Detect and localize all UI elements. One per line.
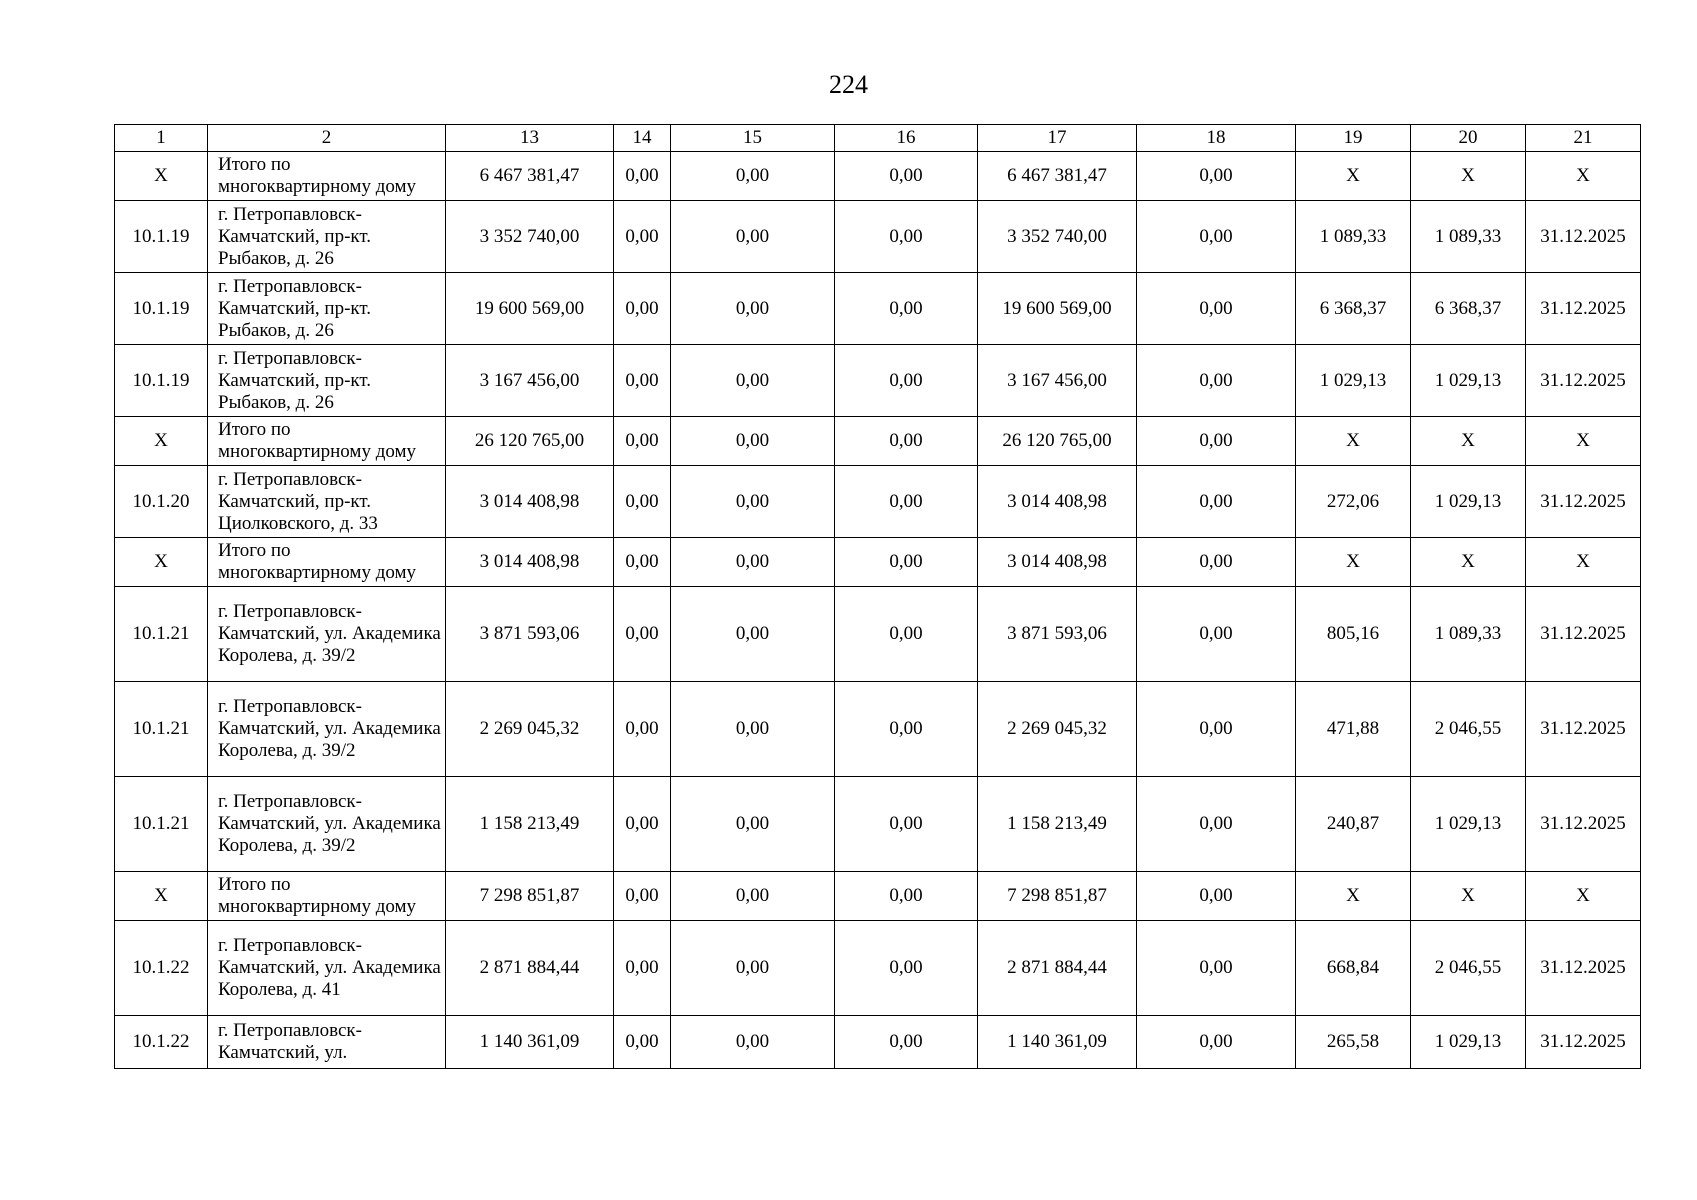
cell-row-number: X [115,152,208,201]
cell-col-18: 0,00 [1137,417,1296,466]
cell-date: 31.12.2025 [1526,345,1641,417]
cell-col-14: 0,00 [614,777,671,872]
cell-col-18: 0,00 [1137,152,1296,201]
cell-col-17: 3 167 456,00 [978,345,1137,417]
cell-col-13: 2 269 045,32 [446,682,614,777]
cell-col-16: 0,00 [835,201,978,273]
table-row [115,345,1641,417]
cell-col-18: 0,00 [1137,777,1296,872]
cell-col-16: 0,00 [835,538,978,587]
cell-col-18: 0,00 [1137,682,1296,777]
cell-col-14: 0,00 [614,201,671,273]
cell-row-number: X [115,872,208,921]
cell-col-20: X [1411,538,1526,587]
cell-col-15: 0,00 [671,466,835,538]
cell-col-14: 0,00 [614,921,671,1016]
cell-col-17: 6 467 381,47 [978,152,1137,201]
table-row [115,587,1641,682]
cell-col-14: 0,00 [614,587,671,682]
cell-date: 31.12.2025 [1526,1016,1641,1069]
table-row [115,538,1641,587]
cell-col-19: 6 368,37 [1296,273,1411,345]
cell-col-17: 3 871 593,06 [978,587,1137,682]
cell-col-20: 2 046,55 [1411,682,1526,777]
cell-date: 31.12.2025 [1526,466,1641,538]
cell-col-18: 0,00 [1137,538,1296,587]
table-row [115,777,1641,872]
header-cell: 1 [115,125,208,152]
cell-col-13: 3 352 740,00 [446,201,614,273]
table-row [115,273,1641,345]
cell-col-19: X [1296,152,1411,201]
cell-col-20: X [1411,872,1526,921]
cell-col-18: 0,00 [1137,345,1296,417]
cell-col-19: X [1296,538,1411,587]
table-body [115,125,1641,1069]
cell-col-20: 2 046,55 [1411,921,1526,1016]
cell-col-19: 265,58 [1296,1016,1411,1069]
cell-col-13: 7 298 851,87 [446,872,614,921]
cell-col-14: 0,00 [614,872,671,921]
cell-col-15: 0,00 [671,872,835,921]
header-cell: 21 [1526,125,1641,152]
cell-col-17: 1 158 213,49 [978,777,1137,872]
cell-address: г. Петропавловск-Камчатский, ул. [208,1016,446,1069]
header-cell: 15 [671,125,835,152]
cell-row-number: X [115,538,208,587]
cell-col-20: 1 029,13 [1411,466,1526,538]
header-cell: 2 [208,125,446,152]
page-number: 224 [829,70,868,99]
cell-col-13: 1 158 213,49 [446,777,614,872]
cell-date: X [1526,872,1641,921]
cell-col-16: 0,00 [835,682,978,777]
cell-row-number: 10.1.19 [115,201,208,273]
cell-col-15: 0,00 [671,345,835,417]
cell-row-number: 10.1.20 [115,466,208,538]
cell-col-14: 0,00 [614,682,671,777]
cell-col-20: 1 089,33 [1411,201,1526,273]
data-table [114,124,1641,1069]
cell-col-17: 3 352 740,00 [978,201,1137,273]
cell-col-14: 0,00 [614,273,671,345]
cell-date: 31.12.2025 [1526,777,1641,872]
table-row [115,466,1641,538]
cell-date: 31.12.2025 [1526,273,1641,345]
cell-address: г. Петропавловск-Камчатский, ул. Академика Королева, д. 39/2 [208,777,446,872]
cell-date: 31.12.2025 [1526,587,1641,682]
cell-col-17: 1 140 361,09 [978,1016,1137,1069]
cell-col-17: 3 014 408,98 [978,466,1137,538]
cell-col-20: X [1411,417,1526,466]
cell-col-14: 0,00 [614,152,671,201]
cell-col-17: 26 120 765,00 [978,417,1137,466]
cell-col-15: 0,00 [671,538,835,587]
cell-col-17: 3 014 408,98 [978,538,1137,587]
cell-col-20: 1 029,13 [1411,345,1526,417]
cell-col-19: 240,87 [1296,777,1411,872]
table-row [115,682,1641,777]
cell-address: Итого по многоквартирному дому [208,872,446,921]
cell-col-13: 1 140 361,09 [446,1016,614,1069]
cell-row-number: 10.1.21 [115,682,208,777]
header-cell: 19 [1296,125,1411,152]
cell-col-14: 0,00 [614,417,671,466]
cell-col-18: 0,00 [1137,201,1296,273]
cell-col-16: 0,00 [835,777,978,872]
header-cell: 18 [1137,125,1296,152]
cell-address: Итого по многоквартирному дому [208,538,446,587]
cell-date: 31.12.2025 [1526,201,1641,273]
cell-col-15: 0,00 [671,682,835,777]
cell-address: Итого по многоквартирному дому [208,152,446,201]
cell-col-15: 0,00 [671,273,835,345]
cell-col-13: 19 600 569,00 [446,273,614,345]
cell-address: г. Петропавловск-Камчатский, пр-кт. Циолковского, д. 33 [208,466,446,538]
cell-col-14: 0,00 [614,345,671,417]
table-row [115,417,1641,466]
cell-col-14: 0,00 [614,466,671,538]
cell-col-19: 471,88 [1296,682,1411,777]
table-row [115,201,1641,273]
cell-date: X [1526,538,1641,587]
cell-row-number: 10.1.21 [115,777,208,872]
table-row [115,1016,1641,1069]
cell-col-15: 0,00 [671,152,835,201]
cell-col-14: 0,00 [614,538,671,587]
cell-col-15: 0,00 [671,587,835,682]
cell-col-20: X [1411,152,1526,201]
cell-col-15: 0,00 [671,201,835,273]
cell-col-20: 6 368,37 [1411,273,1526,345]
cell-col-18: 0,00 [1137,921,1296,1016]
cell-col-19: 805,16 [1296,587,1411,682]
header-cell: 14 [614,125,671,152]
cell-col-19: 668,84 [1296,921,1411,1016]
header-cell: 20 [1411,125,1526,152]
cell-row-number: 10.1.21 [115,587,208,682]
cell-col-13: 6 467 381,47 [446,152,614,201]
cell-col-13: 3 167 456,00 [446,345,614,417]
cell-address: г. Петропавловск-Камчатский, пр-кт. Рыбаков, д. 26 [208,273,446,345]
cell-col-19: X [1296,872,1411,921]
cell-row-number: X [115,417,208,466]
cell-col-16: 0,00 [835,417,978,466]
cell-col-16: 0,00 [835,872,978,921]
cell-row-number: 10.1.19 [115,273,208,345]
cell-col-20: 1 029,13 [1411,777,1526,872]
header-cell: 17 [978,125,1137,152]
cell-col-18: 0,00 [1137,273,1296,345]
cell-address: г. Петропавловск-Камчатский, ул. Академика Королева, д. 41 [208,921,446,1016]
cell-address: Итого по многоквартирному дому [208,417,446,466]
cell-col-15: 0,00 [671,1016,835,1069]
cell-date: 31.12.2025 [1526,921,1641,1016]
table-row [115,152,1641,201]
cell-col-19: 1 089,33 [1296,201,1411,273]
header-cell: 13 [446,125,614,152]
cell-col-18: 0,00 [1137,1016,1296,1069]
cell-col-13: 3 014 408,98 [446,466,614,538]
table-row [115,921,1641,1016]
cell-row-number: 10.1.22 [115,921,208,1016]
cell-col-19: 1 029,13 [1296,345,1411,417]
cell-col-15: 0,00 [671,777,835,872]
cell-col-19: 272,06 [1296,466,1411,538]
cell-col-13: 3 871 593,06 [446,587,614,682]
cell-col-16: 0,00 [835,466,978,538]
cell-col-20: 1 029,13 [1411,1016,1526,1069]
cell-date: 31.12.2025 [1526,682,1641,777]
cell-row-number: 10.1.22 [115,1016,208,1069]
cell-col-16: 0,00 [835,152,978,201]
cell-col-13: 3 014 408,98 [446,538,614,587]
cell-address: г. Петропавловск-Камчатский, ул. Академика Королева, д. 39/2 [208,682,446,777]
cell-col-14: 0,00 [614,1016,671,1069]
table-row [115,872,1641,921]
cell-col-19: X [1296,417,1411,466]
cell-col-13: 2 871 884,44 [446,921,614,1016]
cell-col-18: 0,00 [1137,872,1296,921]
cell-col-16: 0,00 [835,273,978,345]
cell-col-18: 0,00 [1137,466,1296,538]
cell-col-16: 0,00 [835,345,978,417]
cell-address: г. Петропавловск-Камчатский, ул. Академика Королева, д. 39/2 [208,587,446,682]
cell-date: X [1526,417,1641,466]
cell-col-17: 2 871 884,44 [978,921,1137,1016]
cell-col-16: 0,00 [835,587,978,682]
cell-col-17: 19 600 569,00 [978,273,1137,345]
table-header-row [115,125,1641,152]
cell-col-17: 7 298 851,87 [978,872,1137,921]
cell-address: г. Петропавловск-Камчатский, пр-кт. Рыбаков, д. 26 [208,345,446,417]
cell-col-15: 0,00 [671,921,835,1016]
cell-col-16: 0,00 [835,921,978,1016]
cell-col-17: 2 269 045,32 [978,682,1137,777]
cell-row-number: 10.1.19 [115,345,208,417]
cell-col-18: 0,00 [1137,587,1296,682]
cell-col-15: 0,00 [671,417,835,466]
cell-date: X [1526,152,1641,201]
cell-col-13: 26 120 765,00 [446,417,614,466]
cell-address: г. Петропавловск-Камчатский, пр-кт. Рыбаков, д. 26 [208,201,446,273]
header-cell: 16 [835,125,978,152]
cell-col-20: 1 089,33 [1411,587,1526,682]
cell-col-16: 0,00 [835,1016,978,1069]
